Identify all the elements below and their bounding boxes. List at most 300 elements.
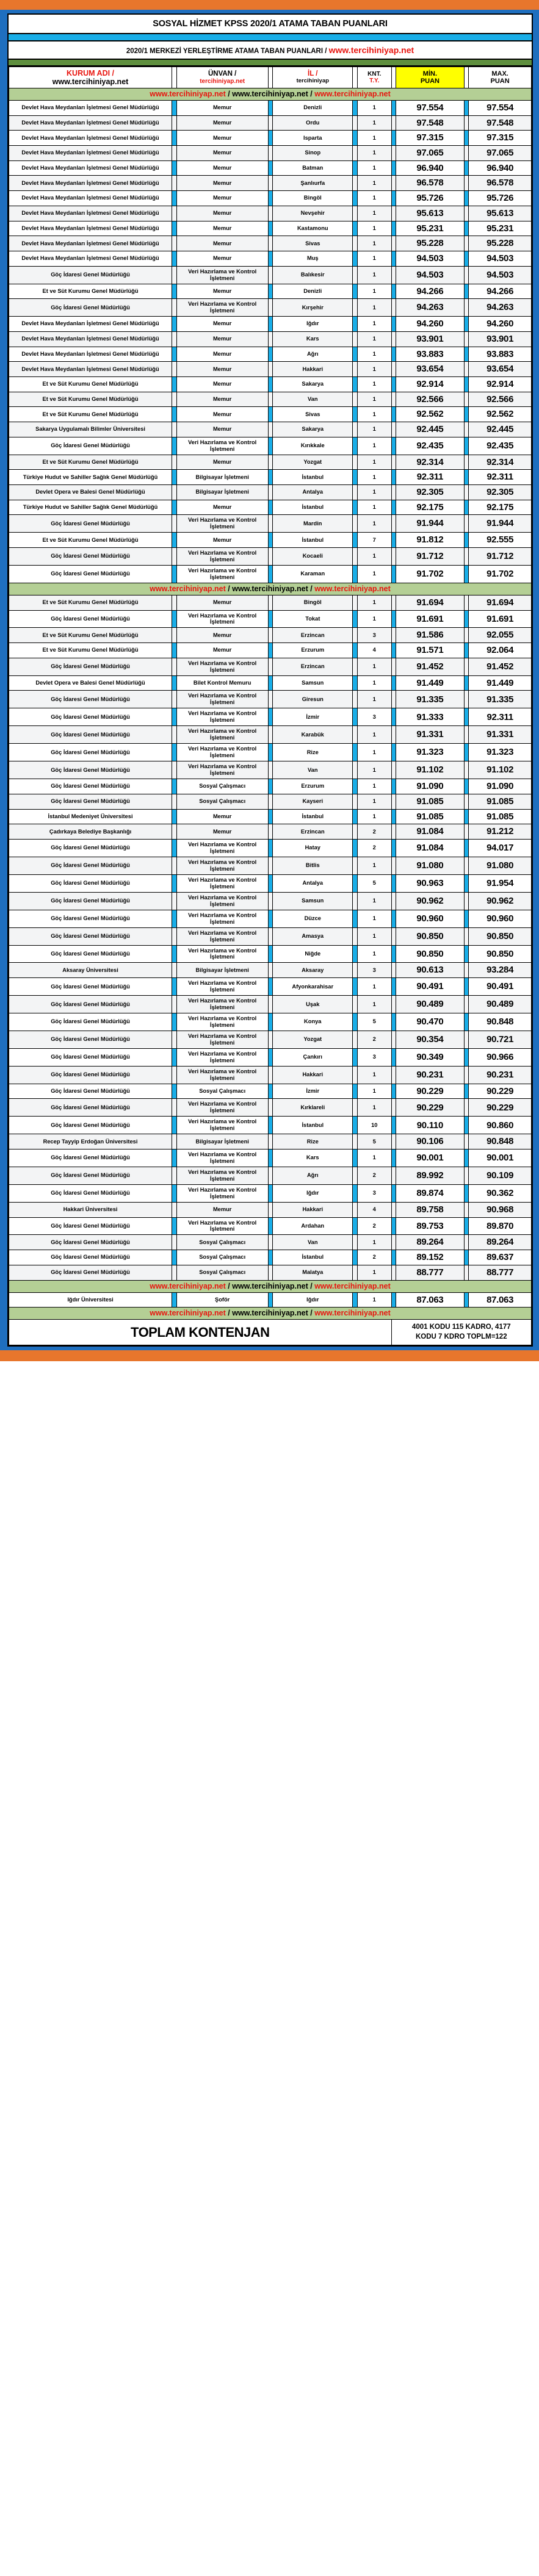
page-title: SOSYAL HİZMET KPSS 2020/1 ATAMA TABAN PUANLARI: [9, 15, 532, 34]
cell-il: Ağrı: [273, 347, 353, 362]
column-separator: [464, 1235, 469, 1250]
table-row: [9, 470, 532, 485]
column-separator: [172, 658, 177, 675]
cell-knt: 1: [357, 547, 391, 565]
promo-link-1[interactable]: www.tercihiniyap.net: [150, 1309, 226, 1318]
cell-knt: 1: [357, 299, 391, 317]
column-separator: [268, 515, 273, 533]
column-separator: [268, 726, 273, 744]
subtitle-site-link[interactable]: www.tercihiniyap.net: [328, 45, 414, 55]
cell-max-puan: 92.064: [469, 643, 532, 658]
cell-min-puan: 95.613: [396, 206, 464, 221]
column-separator: [172, 761, 177, 779]
column-separator: [268, 362, 273, 377]
cell-max-puan: 91.090: [469, 779, 532, 794]
cell-il: Ardahan: [273, 1217, 353, 1235]
column-separator: [391, 658, 396, 675]
column-separator: [391, 892, 396, 910]
column-separator: [172, 1066, 177, 1084]
cell-max-puan: 91.102: [469, 761, 532, 779]
cell-knt: 1: [357, 1066, 391, 1084]
column-separator: [172, 206, 177, 221]
column-separator: [464, 376, 469, 392]
cell-knt: 3: [357, 963, 391, 978]
cell-il: Iğdır: [273, 317, 353, 332]
column-separator: [268, 643, 273, 658]
column-separator: [353, 533, 358, 548]
table-row: [9, 910, 532, 927]
cell-min-puan: 90.229: [396, 1084, 464, 1099]
table-body: [9, 88, 532, 1308]
promo-sep-2: /: [308, 584, 315, 593]
cell-unvan: Bilgisayar İşletmeni: [176, 1134, 268, 1149]
cell-knt: 7: [357, 533, 391, 548]
cell-min-puan: 96.578: [396, 176, 464, 191]
column-separator: [268, 331, 273, 347]
promo-sep-1: /: [225, 1281, 233, 1290]
column-separator: [268, 595, 273, 610]
column-separator: [172, 565, 177, 583]
column-separator: [464, 910, 469, 927]
column-separator: [391, 67, 396, 88]
cell-knt: 1: [357, 376, 391, 392]
cell-il: Nevşehir: [273, 206, 353, 221]
cell-max-puan: 92.311: [469, 708, 532, 726]
cell-knt: 1: [357, 794, 391, 809]
cell-il: Kastamonu: [273, 221, 353, 236]
cell-kurum: Göç İdaresi Genel Müdürlüğü: [9, 266, 172, 284]
table-row: [9, 1250, 532, 1265]
column-separator: [353, 500, 358, 515]
table-row: [9, 744, 532, 761]
promo-link-3[interactable]: www.tercihiniyap.net: [314, 90, 391, 98]
cell-kurum: Devlet Hava Meydanları İşletmesi Genel Müdürlüğü: [9, 347, 172, 362]
cell-max-puan: 90.109: [469, 1167, 532, 1184]
column-separator: [353, 595, 358, 610]
column-separator: [268, 221, 273, 236]
cell-il: İstanbul: [273, 533, 353, 548]
promo-band-cell[interactable]: [9, 1308, 532, 1320]
cell-kurum: Et ve Süt Kurumu Genel Müdürlüğü: [9, 533, 172, 548]
cell-min-puan: 89.992: [396, 1167, 464, 1184]
column-separator: [172, 236, 177, 251]
cell-max-puan: 90.848: [469, 1013, 532, 1031]
column-separator: [464, 191, 469, 206]
cell-max-puan: 90.966: [469, 1048, 532, 1066]
promo-link-3[interactable]: www.tercihiniyap.net: [314, 584, 391, 593]
cell-kurum: Devlet Opera ve Balesi Genel Müdürlüğü: [9, 675, 172, 691]
column-separator: [391, 407, 396, 422]
cell-kurum: Et ve Süt Kurumu Genel Müdürlüğü: [9, 455, 172, 470]
table-row: [9, 547, 532, 565]
cell-knt: 1: [357, 1084, 391, 1099]
cell-il: Karabük: [273, 726, 353, 744]
column-separator: [268, 236, 273, 251]
scores-table: [9, 67, 532, 1345]
cell-max-puan: 90.491: [469, 978, 532, 996]
cell-il: Malatya: [273, 1265, 353, 1280]
table-row: [9, 317, 532, 332]
column-separator: [464, 1117, 469, 1134]
cell-min-puan: 91.586: [396, 628, 464, 643]
column-separator: [268, 131, 273, 146]
promo-link-3[interactable]: www.tercihiniyap.net: [314, 1309, 391, 1318]
column-separator: [353, 266, 358, 284]
column-separator: [464, 266, 469, 284]
column-separator: [353, 726, 358, 744]
cell-kurum: Göç İdaresi Genel Müdürlüğü: [9, 299, 172, 317]
column-separator: [391, 761, 396, 779]
table-row: [9, 266, 532, 284]
column-separator: [268, 1202, 273, 1217]
cell-kurum: Sakarya Uygulamalı Bilimler Üniversitesi: [9, 422, 172, 437]
cell-kurum: Göç İdaresi Genel Müdürlüğü: [9, 547, 172, 565]
cell-min-puan: 91.323: [396, 744, 464, 761]
column-separator: [353, 1149, 358, 1167]
column-separator: [391, 1217, 396, 1235]
cell-kurum: Göç İdaresi Genel Müdürlüğü: [9, 1149, 172, 1167]
column-separator: [353, 824, 358, 840]
column-header-max-puan: [469, 67, 532, 88]
column-separator: [391, 595, 396, 610]
column-separator: [391, 927, 396, 945]
cell-max-puan: 93.654: [469, 362, 532, 377]
column-separator: [172, 1149, 177, 1167]
promo-band-cell[interactable]: [9, 583, 532, 595]
cell-kurum: Göç İdaresi Genel Müdürlüğü: [9, 708, 172, 726]
cell-min-puan: 91.335: [396, 691, 464, 708]
cell-il: Kırşehir: [273, 299, 353, 317]
promo-link-1[interactable]: www.tercihiniyap.net: [150, 1281, 226, 1290]
cell-kurum: Et ve Süt Kurumu Genel Müdürlüğü: [9, 407, 172, 422]
cell-min-puan: 89.753: [396, 1217, 464, 1235]
cell-il: Erzincan: [273, 658, 353, 675]
subtitle-text: 2020/1 MERKEZİ YERLEŞTİRME ATAMA TABAN PUANLARI /: [126, 48, 327, 55]
column-separator: [172, 407, 177, 422]
column-separator: [391, 726, 396, 744]
column-separator: [172, 422, 177, 437]
cell-unvan: Veri Hazırlama ve Kontrol İşletmeni: [176, 874, 268, 892]
column-separator: [464, 160, 469, 176]
column-separator: [391, 1265, 396, 1280]
column-separator: [353, 407, 358, 422]
column-separator: [353, 1292, 358, 1308]
cell-kurum: Devlet Hava Meydanları İşletmesi Genel Müdürlüğü: [9, 191, 172, 206]
column-separator: [464, 146, 469, 161]
promo-link-2[interactable]: www.tercihiniyap.net: [232, 90, 308, 98]
cell-il: Ağrı: [273, 1167, 353, 1184]
cell-min-puan: 92.562: [396, 407, 464, 422]
column-separator: [268, 1217, 273, 1235]
promo-band-cell[interactable]: [9, 1280, 532, 1292]
column-separator: [391, 1084, 396, 1099]
column-separator: [391, 101, 396, 116]
cell-max-puan: 95.228: [469, 236, 532, 251]
table-row: [9, 251, 532, 266]
cell-max-puan: 97.548: [469, 115, 532, 131]
column-separator: [464, 547, 469, 565]
table-row: [9, 455, 532, 470]
column-separator: [268, 1117, 273, 1134]
column-separator: [353, 927, 358, 945]
cell-min-puan: 94.503: [396, 251, 464, 266]
cell-unvan: Sosyal Çalışmacı: [176, 1084, 268, 1099]
column-separator: [391, 779, 396, 794]
cell-knt: 1: [357, 115, 391, 131]
cell-kurum: Aksaray Üniversitesi: [9, 963, 172, 978]
column-separator: [172, 1250, 177, 1265]
column-separator: [353, 515, 358, 533]
cell-max-puan: 90.001: [469, 1149, 532, 1167]
column-separator: [268, 610, 273, 628]
cell-kurum: Et ve Süt Kurumu Genel Müdürlüğü: [9, 392, 172, 407]
column-separator: [353, 1134, 358, 1149]
column-separator: [172, 643, 177, 658]
column-separator: [464, 101, 469, 116]
cell-kurum: Göç İdaresi Genel Müdürlüğü: [9, 1084, 172, 1099]
cell-il: Batman: [273, 160, 353, 176]
cell-il: Yozgat: [273, 455, 353, 470]
cell-il: İstanbul: [273, 1250, 353, 1265]
promo-link-1[interactable]: www.tercihiniyap.net: [150, 584, 226, 593]
column-separator: [268, 794, 273, 809]
column-separator: [268, 1250, 273, 1265]
cell-kurum: Göç İdaresi Genel Müdürlüğü: [9, 1184, 172, 1202]
column-separator: [391, 1149, 396, 1167]
column-separator: [268, 1292, 273, 1308]
cell-knt: 1: [357, 284, 391, 299]
cell-il: Yozgat: [273, 1031, 353, 1048]
cell-min-puan: 91.694: [396, 595, 464, 610]
column-separator: [391, 1134, 396, 1149]
cell-unvan: Bilet Kontrol Memuru: [176, 675, 268, 691]
cell-il: Kocaeli: [273, 547, 353, 565]
column-separator: [172, 331, 177, 347]
cell-unvan: Memur: [176, 176, 268, 191]
column-separator: [268, 1184, 273, 1202]
cell-min-puan: 91.452: [396, 658, 464, 675]
cell-il: Samsun: [273, 892, 353, 910]
cell-knt: 1: [357, 455, 391, 470]
table-row: [9, 1084, 532, 1099]
column-separator: [353, 658, 358, 675]
cell-min-puan: 92.445: [396, 422, 464, 437]
promo-link-2[interactable]: www.tercihiniyap.net: [232, 584, 308, 593]
cell-unvan: Memur: [176, 824, 268, 840]
table-row: [9, 978, 532, 996]
column-separator: [268, 299, 273, 317]
table-row: [9, 643, 532, 658]
cell-knt: 1: [357, 331, 391, 347]
table-row: [9, 610, 532, 628]
cell-il: Sivas: [273, 407, 353, 422]
cell-min-puan: 97.315: [396, 131, 464, 146]
column-separator: [268, 874, 273, 892]
cell-unvan: Memur: [176, 809, 268, 824]
table-row: [9, 131, 532, 146]
cell-unvan: Memur: [176, 115, 268, 131]
column-separator: [464, 437, 469, 455]
cell-knt: 1: [357, 809, 391, 824]
column-separator: [268, 1235, 273, 1250]
cell-unvan: Veri Hazırlama ve Kontrol İşletmeni: [176, 839, 268, 857]
promo-link-3[interactable]: www.tercihiniyap.net: [314, 1281, 391, 1290]
column-separator: [464, 1031, 469, 1048]
cell-il: İstanbul: [273, 500, 353, 515]
promo-link-2[interactable]: www.tercihiniyap.net: [232, 1309, 308, 1318]
column-separator: [172, 595, 177, 610]
column-header-il: [273, 67, 353, 88]
column-header-unvan: [176, 67, 268, 88]
column-separator: [391, 643, 396, 658]
table-row: [9, 500, 532, 515]
column-separator: [268, 101, 273, 116]
column-separator: [172, 347, 177, 362]
cell-unvan: Veri Hazırlama ve Kontrol İşletmeni: [176, 1048, 268, 1066]
column-separator: [268, 744, 273, 761]
cell-unvan: Veri Hazırlama ve Kontrol İşletmeni: [176, 1013, 268, 1031]
column-separator: [464, 744, 469, 761]
cell-kurum: Türkiye Hudut ve Sahiller Sağlık Genel Müdürlüğü: [9, 470, 172, 485]
column-separator: [353, 996, 358, 1013]
column-separator: [391, 362, 396, 377]
promo-link-2[interactable]: www.tercihiniyap.net: [232, 1281, 308, 1290]
column-separator: [172, 146, 177, 161]
table-row: [9, 221, 532, 236]
column-separator: [172, 362, 177, 377]
cell-knt: 1: [357, 978, 391, 996]
table-row: [9, 284, 532, 299]
table-row: [9, 761, 532, 779]
column-separator: [391, 610, 396, 628]
cell-max-puan: 91.944: [469, 515, 532, 533]
column-separator: [268, 266, 273, 284]
cell-knt: 1: [357, 1292, 391, 1308]
column-separator: [353, 643, 358, 658]
cell-knt: 1: [357, 131, 391, 146]
cell-unvan: Veri Hazırlama ve Kontrol İşletmeni: [176, 1217, 268, 1235]
table-row: [9, 1013, 532, 1031]
cell-knt: 1: [357, 515, 391, 533]
column-separator: [353, 963, 358, 978]
cell-max-puan: 91.335: [469, 691, 532, 708]
cell-unvan: Veri Hazırlama ve Kontrol İşletmeni: [176, 927, 268, 945]
column-separator: [464, 299, 469, 317]
cell-knt: 1: [357, 744, 391, 761]
column-separator: [268, 963, 273, 978]
column-header-min-sub: PUAN: [420, 77, 440, 85]
cell-unvan: Veri Hazırlama ve Kontrol İşletmeni: [176, 565, 268, 583]
promo-sep-2: /: [308, 90, 315, 98]
column-separator: [268, 392, 273, 407]
column-separator: [268, 892, 273, 910]
table-row: [9, 422, 532, 437]
cell-kurum: Hakkari Üniversitesi: [9, 1202, 172, 1217]
column-separator: [268, 484, 273, 500]
cell-min-puan: 91.084: [396, 839, 464, 857]
cell-unvan: Memur: [176, 146, 268, 161]
table-row: [9, 809, 532, 824]
column-separator: [268, 1149, 273, 1167]
column-header-min-label: MİN.: [422, 70, 438, 77]
table-row: [9, 1134, 532, 1149]
cell-max-puan: 94.017: [469, 839, 532, 857]
cell-min-puan: 89.874: [396, 1184, 464, 1202]
column-separator: [172, 809, 177, 824]
cell-max-puan: 90.850: [469, 945, 532, 963]
cell-il: Iğdır: [273, 1184, 353, 1202]
table-row: [9, 206, 532, 221]
total-kontenjan-label: TOPLAM KONTENJAN: [9, 1320, 392, 1345]
cell-max-puan: 91.691: [469, 610, 532, 628]
cell-unvan: Bilgisayar İşletmeni: [176, 470, 268, 485]
cell-max-puan: 90.960: [469, 910, 532, 927]
cell-unvan: Veri Hazırlama ve Kontrol İşletmeni: [176, 691, 268, 708]
cell-kurum: Göç İdaresi Genel Müdürlüğü: [9, 744, 172, 761]
cell-unvan: Veri Hazırlama ve Kontrol İşletmeni: [176, 1117, 268, 1134]
column-separator: [391, 1202, 396, 1217]
cell-kurum: Göç İdaresi Genel Müdürlüğü: [9, 996, 172, 1013]
cell-kurum: Türkiye Hudut ve Sahiller Sağlık Genel Müdürlüğü: [9, 500, 172, 515]
column-separator: [268, 761, 273, 779]
column-separator: [464, 347, 469, 362]
column-separator: [172, 874, 177, 892]
cell-min-puan: 90.231: [396, 1066, 464, 1084]
table-row: [9, 160, 532, 176]
column-separator: [172, 1167, 177, 1184]
column-separator: [268, 67, 273, 88]
promo-link-1[interactable]: www.tercihiniyap.net: [150, 90, 226, 98]
cell-min-puan: 91.085: [396, 809, 464, 824]
column-separator: [353, 392, 358, 407]
cell-kurum: Göç İdaresi Genel Müdürlüğü: [9, 515, 172, 533]
cell-il: Kayseri: [273, 794, 353, 809]
column-separator: [391, 708, 396, 726]
table-row: [9, 927, 532, 945]
column-separator: [464, 484, 469, 500]
column-separator: [464, 470, 469, 485]
column-separator: [353, 691, 358, 708]
column-separator: [353, 1265, 358, 1280]
column-separator: [391, 874, 396, 892]
cell-knt: 1: [357, 266, 391, 284]
cell-kurum: Devlet Hava Meydanları İşletmesi Genel Müdürlüğü: [9, 362, 172, 377]
column-separator: [353, 206, 358, 221]
cell-max-puan: 90.229: [469, 1084, 532, 1099]
column-header-unvan-site: tercihiniyap.net: [200, 77, 245, 85]
column-separator: [353, 565, 358, 583]
column-separator: [172, 392, 177, 407]
column-separator: [172, 437, 177, 455]
cell-il: Isparta: [273, 131, 353, 146]
column-separator: [353, 1084, 358, 1099]
cell-knt: 4: [357, 643, 391, 658]
column-separator: [391, 331, 396, 347]
cell-unvan: Sosyal Çalışmacı: [176, 794, 268, 809]
promo-band-cell[interactable]: [9, 88, 532, 101]
column-separator: [353, 1099, 358, 1117]
cell-max-puan: 91.085: [469, 794, 532, 809]
column-separator: [172, 945, 177, 963]
cell-knt: 1: [357, 565, 391, 583]
column-separator: [172, 1084, 177, 1099]
column-separator: [353, 376, 358, 392]
cell-il: Bingöl: [273, 191, 353, 206]
cell-il: Giresun: [273, 691, 353, 708]
table-row: [9, 1235, 532, 1250]
cell-unvan: Sosyal Çalışmacı: [176, 1250, 268, 1265]
table-row: [9, 515, 532, 533]
